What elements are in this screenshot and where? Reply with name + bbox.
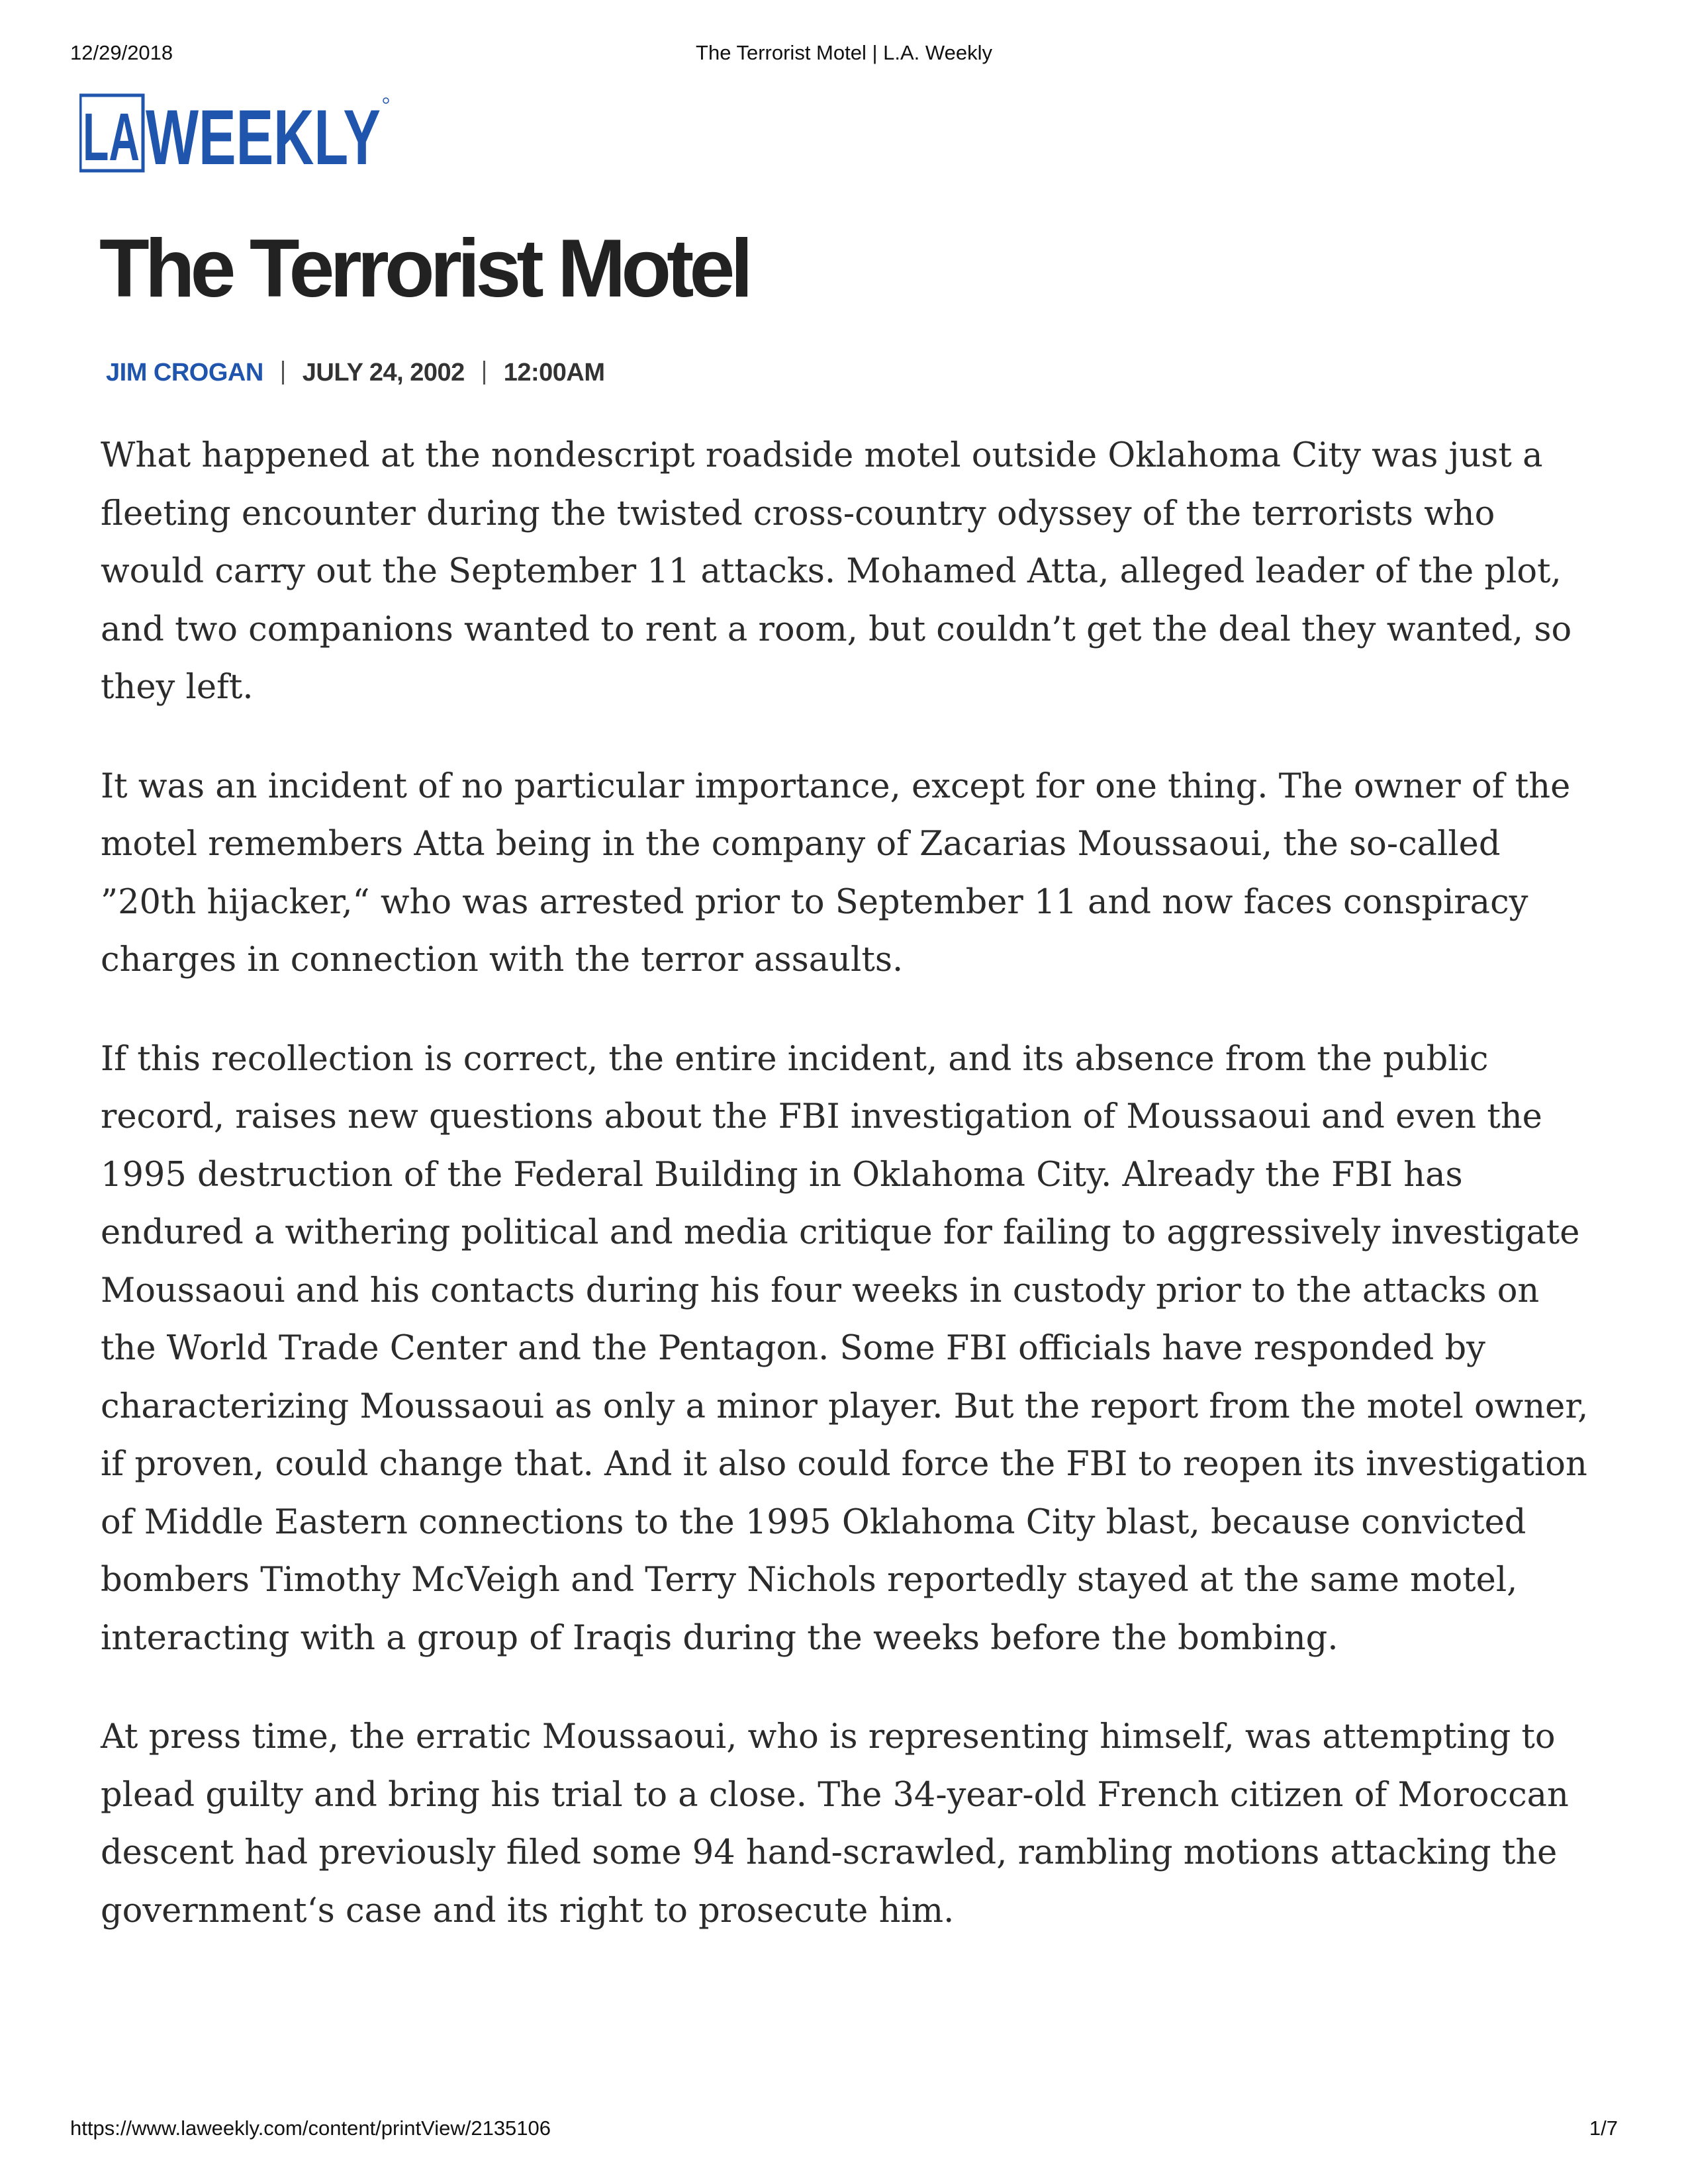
article-byline bbox=[106, 356, 605, 389]
print-footer bbox=[70, 2116, 1618, 2143]
svg-text:LA: LA bbox=[83, 99, 140, 173]
svg-text:WEEKLY: WEEKLY bbox=[146, 94, 381, 173]
article-paragraph: If this recollection is correct, the entire incident, and its absence from the public record, raises new questions about the FBI investigation of Moussaoui and even the 1995 destruction of the Federal Building in Oklahoma City. Already the FBI has endured a withering political and media critique for failing to aggressively investigate Moussaoui and his contacts during his four weeks in custody prior to the attacks on the World Trade Center and the Pentagon. Some FBI officials have responded by characterizing Moussaoui as only a minor player. But the report from the motel owner, if proven, could change that. And it also could force the FBI to reopen its investigation of Middle Eastern connections to the 1995 Oklahoma City blast, because convicted bombers Timothy McVeigh and Terry Nichols reportedly stayed at the same motel, interacting with a group of Iraqis during the weeks before the bombing. bbox=[101, 1039, 1589, 1658]
article-headline: The Terrorist Motel bbox=[99, 223, 749, 314]
print-page-title: The Terrorist Motel | L.A. Weekly bbox=[696, 41, 992, 64]
article-paragraph: It was an incident of no particular importance, except for one thing. The owner of the motel remembers Atta being in the company of Zacarias Moussaoui, the so-called ”20th hijacker,“ who was arrested prior to September 11 and now faces conspiracy charges in connection with the terror assaults. bbox=[101, 766, 1571, 979]
print-date: 12/29/2018 bbox=[70, 41, 173, 64]
la-weekly-logo[interactable] bbox=[79, 93, 391, 173]
author-link[interactable]: JIM CROGAN bbox=[106, 358, 263, 387]
publish-date: JULY 24, 2002 bbox=[302, 358, 465, 387]
article-paragraph: At press time, the erratic Moussaoui, who is representing himself, was attempting to plead guilty and bring his trial to a close. The 34-year-old French citizen of Moroccan descent had previously filed some 94 hand-scrawled, rambling motions attacking the government‘s case and its right to prosecute him. bbox=[101, 1717, 1569, 1931]
print-header bbox=[70, 41, 1618, 68]
la-weekly-logo-mark bbox=[79, 93, 391, 173]
byline-divider bbox=[483, 361, 485, 385]
article-paragraph: What happened at the nondescript roadside motel outside Oklahoma City was just a fleeting encounter during the twisted cross-country odyssey of the terrorists who would carry out the September 11 attacks. Mohamed Atta, alleged leader of the plot, and two companions wanted to rent a room, but couldn’t get the deal they wanted, so they left. bbox=[101, 436, 1572, 707]
print-url[interactable]: https://www.laweekly.com/content/printView/2135106 bbox=[70, 2116, 551, 2140]
byline-divider bbox=[282, 361, 284, 385]
page-number: 1/7 bbox=[1589, 2116, 1618, 2140]
publish-time: 12:00AM bbox=[503, 358, 605, 387]
article-body bbox=[101, 427, 1597, 1981]
